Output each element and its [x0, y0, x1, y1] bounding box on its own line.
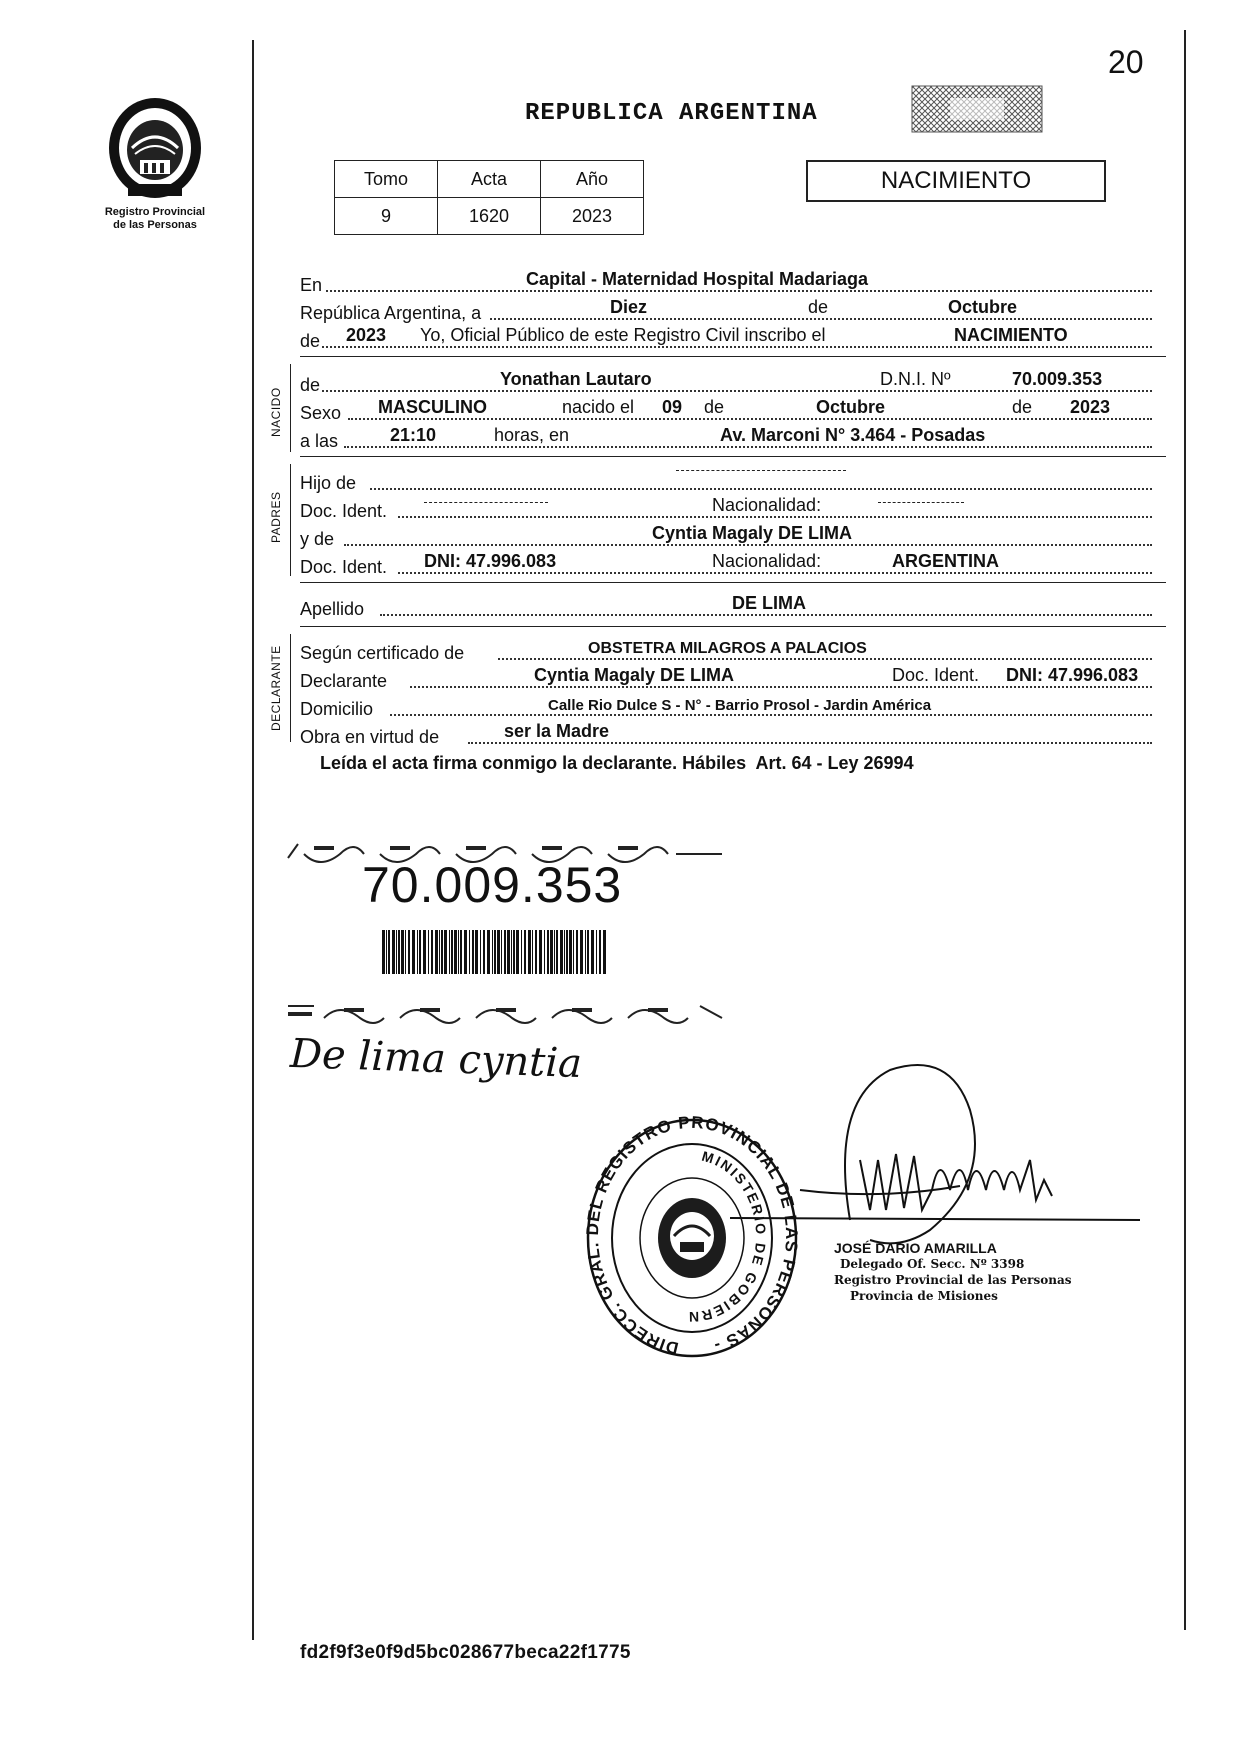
capacity-value: ser la Madre [504, 721, 610, 741]
misiones-emblem-icon [100, 88, 210, 203]
row-place [300, 268, 1166, 296]
barcode-bar [417, 930, 418, 974]
record-type-box: NACIMIENTO [806, 160, 1106, 202]
acta-table-header [335, 161, 644, 198]
barcode-bar [449, 930, 450, 974]
document-hash: fd2f9f3e0f9d5bc028677beca22f1775 [300, 1642, 631, 1663]
barcode-bar [419, 930, 421, 974]
barcode-bar [494, 930, 496, 974]
barcode-bar [451, 930, 453, 974]
closing-note: Leída el acta firma conmigo la declarante. Hábiles Art. 64 - Ley 26994 [320, 753, 914, 773]
seal-outer-text: DIRECC. GRAL. DEL REGISTRO PROVINCIAL DE LAS PERSONAS - [584, 1116, 800, 1358]
declarante-bracket [290, 634, 291, 742]
barcode-bar [554, 930, 555, 974]
apellido-label: Apellido [300, 599, 365, 619]
row-father-doc [300, 494, 1166, 522]
padres-side-label: PADRES [269, 491, 283, 543]
barcode-bar [513, 930, 515, 974]
year-prefix-label: de [300, 331, 321, 351]
barcode-bar [423, 930, 426, 974]
mother-name-value: Cyntia Magaly DE LIMA [652, 523, 853, 543]
row-child-name [300, 368, 1166, 396]
barcode-bar [524, 930, 526, 974]
barcode-bar [475, 930, 478, 974]
barcode-bar [501, 930, 502, 974]
row-certificate [300, 636, 1166, 664]
row-year [300, 324, 1166, 352]
registry-name: Registro Provincial de las Personas [104, 206, 206, 231]
nac2-label: Nacionalidad: [712, 551, 822, 571]
barcode-bar [428, 930, 429, 974]
barcode-bar [535, 930, 537, 974]
official-province: Provincia de Misiones [850, 1289, 998, 1303]
barcode-bar [382, 930, 385, 974]
anio-header: Año [541, 161, 644, 198]
barcode-bar [454, 930, 457, 974]
year-value: 2023 [346, 325, 387, 345]
horas-label: horas, en [494, 425, 570, 445]
declarante-side-label: DECLARANTE [269, 645, 283, 731]
row-father [300, 466, 1166, 494]
separator-3 [300, 582, 1166, 583]
acta-value: 1620 [438, 198, 541, 235]
official-signature [700, 1040, 1150, 1270]
barcode-bar [566, 930, 568, 974]
official-title: Delegado Of. Secc. Nº 3398 [840, 1257, 1025, 1271]
barcode-bar [576, 930, 578, 974]
stamp-dni-number: 70.009.353 [362, 857, 623, 913]
page-number: 20 [1108, 44, 1144, 80]
barcode-bar [439, 930, 440, 974]
redaction-line [878, 502, 964, 503]
barcode-bar [472, 930, 474, 974]
place-value: Capital - Maternidad Hospital Madariaga [526, 269, 869, 289]
birth-year-de-label: de [1012, 397, 1033, 417]
barcode-bar [511, 930, 512, 974]
declarant-signature: De lima cyntia [289, 1030, 583, 1088]
barcode-bar [547, 930, 549, 974]
barcode-bar [408, 930, 410, 974]
nacido-el-label: nacido el [562, 397, 635, 417]
row-mother-doc [300, 550, 1166, 578]
birth-day-value: 09 [662, 397, 683, 417]
row-mother [300, 522, 1166, 550]
barcode-bar [431, 930, 433, 974]
barcode-bar [573, 930, 574, 974]
row-surname [300, 592, 1166, 620]
barcode-bar [603, 930, 606, 974]
official-block [834, 1240, 1072, 1304]
barcode-bar [405, 930, 406, 974]
y-de-label: y de [300, 529, 335, 549]
nac1-label: Nacionalidad: [712, 495, 822, 515]
barcode-bar [497, 930, 500, 974]
sex-value: MASCULINO [378, 397, 487, 417]
barcode-bar [386, 930, 387, 974]
doc3-label: Doc. Ident. [892, 665, 980, 685]
republica-label: República Argentina, a [300, 303, 482, 323]
date-de-label: de [808, 297, 829, 317]
sexo-label: Sexo [300, 403, 342, 423]
barcode-bar [532, 930, 533, 974]
barcode-bar [396, 930, 397, 974]
barcode-bar [516, 930, 519, 974]
barcode-bar [435, 930, 438, 974]
barcode-bar [487, 930, 490, 974]
acta-header: Acta [438, 161, 541, 198]
barcode-bar [544, 930, 545, 974]
month-text-value: Octubre [948, 297, 1018, 317]
nacido-side-label: NACIDO [269, 387, 283, 437]
doc1-label: Doc. Ident. [300, 501, 388, 521]
row-address [300, 692, 1166, 720]
barcode-bar [469, 930, 470, 974]
barcode-bar [591, 930, 594, 974]
security-hologram [910, 84, 1044, 134]
barcode-bar [458, 930, 459, 974]
country-title: REPUBLICA ARGENTINA [525, 100, 818, 127]
row-birth-time [300, 424, 1166, 452]
barcode-bar [412, 930, 415, 974]
barcode-bar [556, 930, 558, 974]
barcode-bar [539, 930, 542, 974]
birth-year-value: 2023 [1070, 397, 1111, 417]
doc2-label: Doc. Ident. [300, 557, 388, 577]
birth-place-value: Av. Marconi N° 3.464 - Posadas [720, 425, 986, 445]
child-dni-value: 70.009.353 [1012, 369, 1103, 389]
barcode-bar [464, 930, 467, 974]
barcode-bar [587, 930, 589, 974]
left-margin-line [252, 40, 254, 1640]
row-capacity [300, 720, 1166, 748]
nacido-bracket [290, 364, 291, 452]
barcode-bar [401, 930, 404, 974]
mother-nationality-value: ARGENTINA [892, 551, 999, 571]
barcode-bar [444, 930, 447, 974]
address-value: Calle Rio Dulce S - N° - Barrio Prosol - Jardin América [548, 697, 932, 714]
tomo-value: 9 [335, 198, 438, 235]
certificate-value: OBSTETRA MILAGROS A PALACIOS [588, 640, 867, 657]
separator-2 [300, 456, 1166, 457]
anio-value: 2023 [541, 198, 644, 235]
mother-doc-value: DNI: 47.996.083 [424, 551, 557, 571]
signature-scribble-icon [700, 1040, 1150, 1270]
redaction-line [424, 502, 548, 503]
surname-value: DE LIMA [732, 593, 806, 613]
barcode-bar [507, 930, 510, 974]
barcode-bar [599, 930, 601, 974]
barcode-bar [580, 930, 583, 974]
row-date [300, 296, 1166, 324]
barcode-bar [460, 930, 462, 974]
official-registry: Registro Provincial de las Personas [834, 1273, 1072, 1287]
barcode-bar [388, 930, 390, 974]
birth-de-label: de [704, 397, 725, 417]
child-name-value: Yonathan Lautaro [500, 369, 652, 389]
obra-label: Obra en virtud de [300, 727, 440, 747]
barcode-bar [504, 930, 506, 974]
barcode-bar [441, 930, 443, 974]
barcode-bar [560, 930, 563, 974]
row-declarant [300, 664, 1166, 692]
barcode-bar [492, 930, 493, 974]
event-value: NACIMIENTO [954, 325, 1068, 345]
declarant-doc-value: DNI: 47.996.083 [1006, 665, 1139, 685]
barcode-bar [480, 930, 481, 974]
redaction-line [676, 470, 846, 471]
separator-1 [300, 356, 1166, 357]
hijo-de-label: Hijo de [300, 473, 357, 493]
province-emblem [100, 88, 210, 203]
declarant-value: Cyntia Magaly DE LIMA [534, 665, 735, 685]
tomo-header: Tomo [335, 161, 438, 198]
day-text-value: Diez [610, 297, 648, 317]
acta-table [334, 160, 644, 235]
dni-stamp [284, 832, 724, 1032]
birth-time-value: 21:10 [390, 425, 437, 445]
hora-label: a las [300, 431, 339, 451]
acta-table-values [335, 198, 644, 235]
barcode-icon [380, 930, 610, 976]
declarante-label: Declarante [300, 671, 388, 691]
barcode-bar [564, 930, 565, 974]
barcode-bar [398, 930, 400, 974]
birth-month-value: Octubre [816, 397, 886, 417]
seal-inner-text: MINISTERIO DE GOBIERN [686, 1147, 770, 1326]
certificado-label: Según certificado de [300, 643, 465, 663]
barcode-bar [392, 930, 395, 974]
en-label: En [300, 275, 323, 295]
stamp-bottom-border [284, 992, 724, 1032]
barcode-bar [585, 930, 586, 974]
name-prefix-label: de [300, 375, 321, 395]
barcode-bar [521, 930, 522, 974]
domicilio-label: Domicilio [300, 699, 374, 719]
barcode-bar [483, 930, 485, 974]
barcode-bar [596, 930, 597, 974]
separator-4 [300, 626, 1166, 627]
padres-bracket [290, 464, 291, 576]
inscribo-label: Yo, Oficial Público de este Registro Civil inscribo el [420, 325, 826, 345]
row-birth-date [300, 396, 1166, 424]
barcode-bar [528, 930, 531, 974]
barcode-bar [550, 930, 553, 974]
dni-label: D.N.I. Nº [880, 369, 951, 389]
right-margin-line [1184, 30, 1186, 1630]
barcode-bar [569, 930, 572, 974]
official-name: JOSÉ DARIO AMARILLA [834, 1240, 997, 1256]
